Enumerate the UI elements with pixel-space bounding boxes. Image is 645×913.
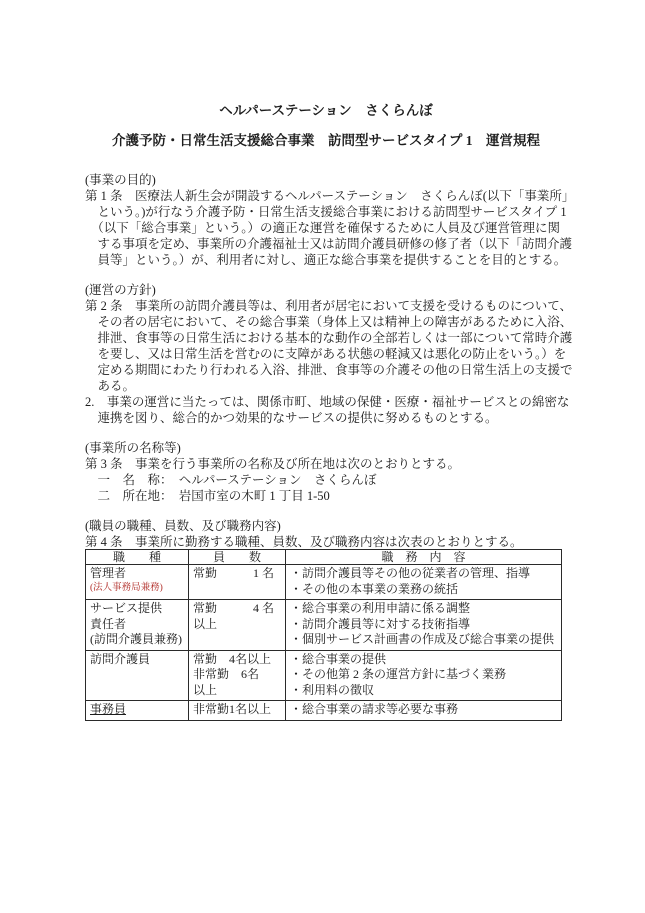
document-subtitle: 介護予防・日常生活支援総合事業 訪問型サービスタイプ 1 運営規程 bbox=[112, 133, 540, 148]
article-3-text bbox=[85, 456, 567, 504]
article-4-text bbox=[85, 534, 567, 550]
text-line: ・その他の本事業の業務の統括 bbox=[290, 581, 459, 596]
section-heading-policy: (運営の方針) bbox=[85, 283, 156, 297]
text-line: 第 1 条 医療法人新生会が開設するヘルパーステーション さくらんぼ(以下「事業所」 bbox=[85, 189, 575, 203]
text-line: 以上 bbox=[193, 616, 218, 631]
section-business-purpose bbox=[85, 172, 575, 268]
text-line: ある。 bbox=[85, 379, 136, 393]
role-text bbox=[90, 702, 185, 718]
text-line: 二 所在地： 岩国市室の木町 1 丁目 1-50 bbox=[85, 489, 330, 503]
staff-table-header-count: 員 数 bbox=[189, 550, 286, 565]
text-line: ・総合事業の利用申請に係る調整 bbox=[290, 601, 471, 615]
text-line: 常勤 4 名 bbox=[193, 601, 275, 615]
text-line: 以上 bbox=[193, 682, 218, 697]
text-line: 排泄、食事等の日常生活における基本的な動作の全部若しくは一部について常時介護 bbox=[85, 331, 573, 345]
count-text bbox=[193, 702, 282, 718]
document-content bbox=[85, 102, 575, 721]
text-line: 責任者 bbox=[90, 616, 127, 631]
count-text bbox=[193, 652, 282, 699]
staff-table-header-row bbox=[86, 550, 562, 565]
duties-text bbox=[290, 652, 558, 699]
staff-table-header-role: 職 種 bbox=[86, 550, 189, 565]
role-cell bbox=[86, 565, 189, 600]
article-1-text bbox=[85, 188, 575, 268]
staff-table bbox=[85, 549, 562, 721]
text-line: ・総合事業の提供 bbox=[290, 651, 387, 666]
text-line: 連携を図り、総合的かつ効果的なサービスの提供に努めるものとする。 bbox=[85, 411, 498, 425]
text-line: ・個別サービス計画書の作成及び総合事業の提供 bbox=[290, 632, 555, 646]
duties-cell bbox=[286, 600, 562, 651]
text-line: 定める期間にわたり行われる入浴、排泄、食事等の介護その他の日常生活上の支援で bbox=[85, 363, 573, 377]
text-line: 第 3 条 事業を行う事業所の名称及び所在地は次のとおりとする。 bbox=[85, 457, 461, 471]
text-line: ・利用料の徴収 bbox=[290, 682, 375, 697]
role-note-red: (法人事務局兼務) bbox=[90, 582, 163, 593]
count-cell bbox=[189, 701, 286, 721]
text-line: ・その他第 2 条の運営方針に基づく業務 bbox=[290, 667, 507, 681]
text-line: する事項を定め、事業所の介護福祉士又は訪問介護員研修の修了者（以下「訪問介護 bbox=[85, 237, 573, 251]
text-line: 員等」という。）が、利用者に対し、適正な総合事業を提供することを目的とする。 bbox=[85, 253, 567, 267]
role-cell bbox=[86, 701, 189, 721]
text-line: ・訪問介護員等その他の従業者の管理、指導 bbox=[290, 566, 531, 580]
section-heading-purpose: (事業の目的) bbox=[85, 173, 156, 187]
staff-table-row-home-helper bbox=[86, 650, 562, 701]
text-line: 常勤 4名以上 bbox=[193, 651, 272, 666]
article-2-text bbox=[85, 298, 573, 426]
text-line: 訪問介護員 bbox=[90, 651, 151, 666]
role-text bbox=[90, 601, 185, 648]
count-cell bbox=[189, 565, 286, 600]
count-cell bbox=[189, 600, 286, 651]
document-title: ヘルパーステーション さくらんぼ bbox=[219, 103, 433, 118]
text-line: サービス提供 bbox=[90, 601, 163, 615]
count-text bbox=[193, 601, 282, 632]
section-operation-policy bbox=[85, 282, 573, 426]
duties-text bbox=[290, 702, 558, 718]
duties-text bbox=[290, 601, 558, 648]
text-line: 管理者 bbox=[90, 566, 127, 580]
duties-text bbox=[290, 566, 558, 597]
staff-table-row-clerk bbox=[86, 701, 562, 721]
text-line: ・訪問介護員等に対する技術指導 bbox=[290, 616, 471, 631]
text-line: 常勤 1 名 bbox=[193, 566, 275, 580]
section-heading-staff: (職員の職種、員数、及び職務内容) bbox=[85, 519, 281, 533]
role-text bbox=[90, 566, 185, 582]
text-line: を要し、又は日常生活を営むのに支障がある状態の軽減又は悪化の防止をいう。）を bbox=[85, 347, 567, 361]
text-line: ・総合事業の請求等必要な事務 bbox=[290, 702, 459, 716]
text-line: 第 4 条 事業所に勤務する職種、員数、及び職務内容は次表のとおりとする。 bbox=[85, 535, 523, 549]
document-body bbox=[85, 172, 575, 721]
section-office-name bbox=[85, 440, 567, 504]
role-cell bbox=[86, 650, 189, 701]
staff-table-row-service-provider bbox=[86, 600, 562, 651]
count-text bbox=[193, 566, 282, 582]
text-line: という。)が行なう介護予防・日常生活支援総合事業における訪問型サービスタイプ 1 bbox=[85, 205, 567, 219]
text-line: （以下「総合事業」という。）の適正な運営を確保するために人員及び運営管理に関 bbox=[85, 221, 561, 235]
text-line: その者の居宅において、その総合事業（身体上又は精神上の障害があるために入浴、 bbox=[85, 315, 573, 329]
section-staff bbox=[85, 518, 567, 550]
staff-table-header-duties: 職 務 内 容 bbox=[286, 550, 562, 565]
duties-cell bbox=[286, 565, 562, 600]
text-line: 第 2 条 事業所の訪問介護員等は、利用者が居宅において支援を受けるものについて、 bbox=[85, 299, 573, 313]
text-line: 2. 事業の運営に当たっては、関係市町、地域の保健・医療・福祉サービスとの綿密な bbox=[85, 395, 570, 409]
duties-cell bbox=[286, 701, 562, 721]
count-cell bbox=[189, 650, 286, 701]
role-cell bbox=[86, 600, 189, 651]
staff-table-row-manager bbox=[86, 565, 562, 600]
text-line: (訪問介護員兼務) bbox=[90, 632, 182, 646]
text-line: 一 名 称： ヘルパーステーション さくらんぼ bbox=[85, 473, 377, 487]
text-line: 非常勤1名以上 bbox=[193, 702, 272, 716]
text-line: 非常勤 6名 bbox=[193, 667, 260, 681]
section-heading-office-name: (事業所の名称等) bbox=[85, 441, 181, 455]
text-line: 事務員 bbox=[90, 702, 127, 716]
duties-cell bbox=[286, 650, 562, 701]
role-text bbox=[90, 652, 185, 668]
